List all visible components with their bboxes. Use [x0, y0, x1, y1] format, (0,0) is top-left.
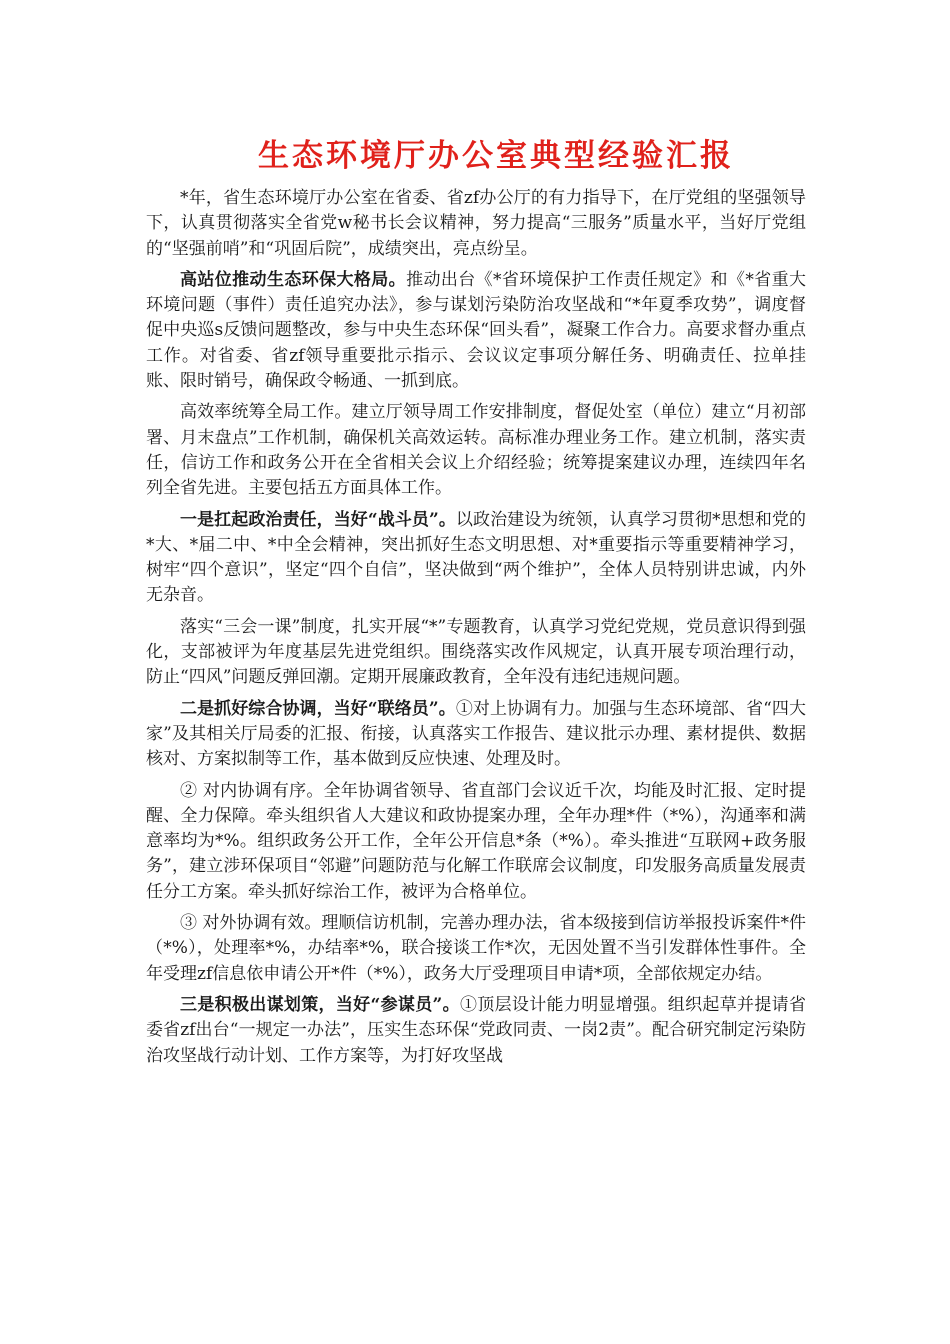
paragraph-text: ② 对内协调有序。全年协调省领导、省直部门会议近千次，均能及时汇报、定时提醒、全力保障。牵头组织省人大建议和政协提案办理，全年办理*件（*%），沟通率和满意率均为*%。组织政务公开工作，全年公开信息*条（*%）。牵头推进“互联网+政务服务”，建立涉环保项目“邻避”问题防范与化解工作联席会议制度，印发服务高质量发展责任分工方案。牵头抓好综治工作，被评为合格单位。: [146, 780, 806, 902]
document-title: 生态环境厅办公室典型经验汇报: [258, 138, 734, 174]
paragraph-point-one: [146, 508, 806, 609]
paragraph-text: 以政治建设为统领，认真学习贯彻*思想和党的*大、*届二中、*中全会精神，突出抓好生态文明思想、对*重要指示等重要精神学习，树牢“四个意识”，坚定“四个自信”，坚决做到“两个维护”，全体人员特别讲忠诚，内外无杂音。: [146, 509, 806, 606]
paragraph-point-three: [146, 993, 806, 1069]
paragraph-point-two: [146, 697, 806, 773]
paragraph-lead: 一是扛起政治责任，当好“战斗员”。: [180, 509, 456, 530]
paragraph-text: *年，省生态环境厅办公室在省委、省zf办公厅的有力指导下，在厅党组的坚强领导下，认真贯彻落实全省党w秘书长会议精神，努力提高“三服务”质量水平，当好厅党组的“坚强前哨”和“巩固后院”，成绩突出，亮点纷呈。: [146, 188, 806, 259]
paragraph-text: ①顶层设计能力明显增强。组织起草并提请省委省zf出台“一规定一办法”，压实生态环保“党政同责、一岗2责”。配合研究制定污染防治攻坚战行动计划、工作方案等，为打好攻坚战: [146, 994, 807, 1066]
paragraph-three-meetings: [146, 615, 806, 691]
paragraph-text: 高效率统筹全局工作。建立厅领导周工作安排制度，督促处室（单位）建立“月初部署、月末盘点”工作机制，确保机关高效运转。高标准办理业务工作。建立机制，落实责任，信访工作和政务公开在全省相关会议上介绍经验；统筹提案建议办理，连续四年名列全省先进。主要包括五方面具体工作。: [146, 402, 806, 499]
paragraph-internal-coordination: [146, 779, 806, 905]
paragraph-lead: 二是抓好综合协调，当好“联络员”。: [180, 698, 456, 719]
paragraph-text: 落实“三会一课”制度，扎实开展“*”专题教育，认真学习党纪党规，党员意识得到强化，支部被评为年度基层先进党组织。围绕落实改作风规定，认真开展专项治理行动，防止“四风”问题反弹回潮。定期开展廉政教育，全年没有违纪违规问题。: [146, 616, 806, 688]
document-page: [146, 132, 806, 1075]
paragraph-intro: [146, 186, 806, 262]
paragraph-lead: 三是积极出谋划策，当好“参谋员”。: [180, 994, 460, 1015]
paragraph-text: ①对上协调有力。加强与生态环境部、省“四大家”及其相关厅局委的汇报、衔接，认真落实工作报告、建议批示办理、素材提供、数据核对、方案拟制等工作，基本做到反应快速、处理及时。: [146, 698, 806, 770]
paragraph-high-position: [146, 268, 806, 394]
paragraph-high-efficiency: [146, 400, 806, 501]
paragraph-text: ③ 对外协调有效。理顺信访机制，完善办理办法，省本级接到信访举报投诉案件*件（*%），处理率*%，办结率*%，联合接谈工作*次，无因处置不当引发群体性事件。全年受理zf信息依申请公开*件（*%），政务大厅受理项目申请*项，全部依规定办结。: [146, 913, 806, 984]
paragraph-text: 推动出台《*省环境保护工作责任规定》和《*省重大环境问题（事件）责任追究办法》，参与谋划污染防治攻坚战和“*年夏季攻势”，调度督促中央巡s反馈问题整改，参与中央生态环保“回头看”，凝聚工作合力。高要求督办重点工作。对省委、省zf领导重要批示指示、会议议定事项分解任务、明确责任、拉单挂账、限时销号，确保政令畅通、一抓到底。: [146, 269, 807, 392]
paragraph-external-coordination: [146, 911, 806, 987]
paragraph-lead: 高站位推动生态环保大格局。: [180, 269, 407, 290]
